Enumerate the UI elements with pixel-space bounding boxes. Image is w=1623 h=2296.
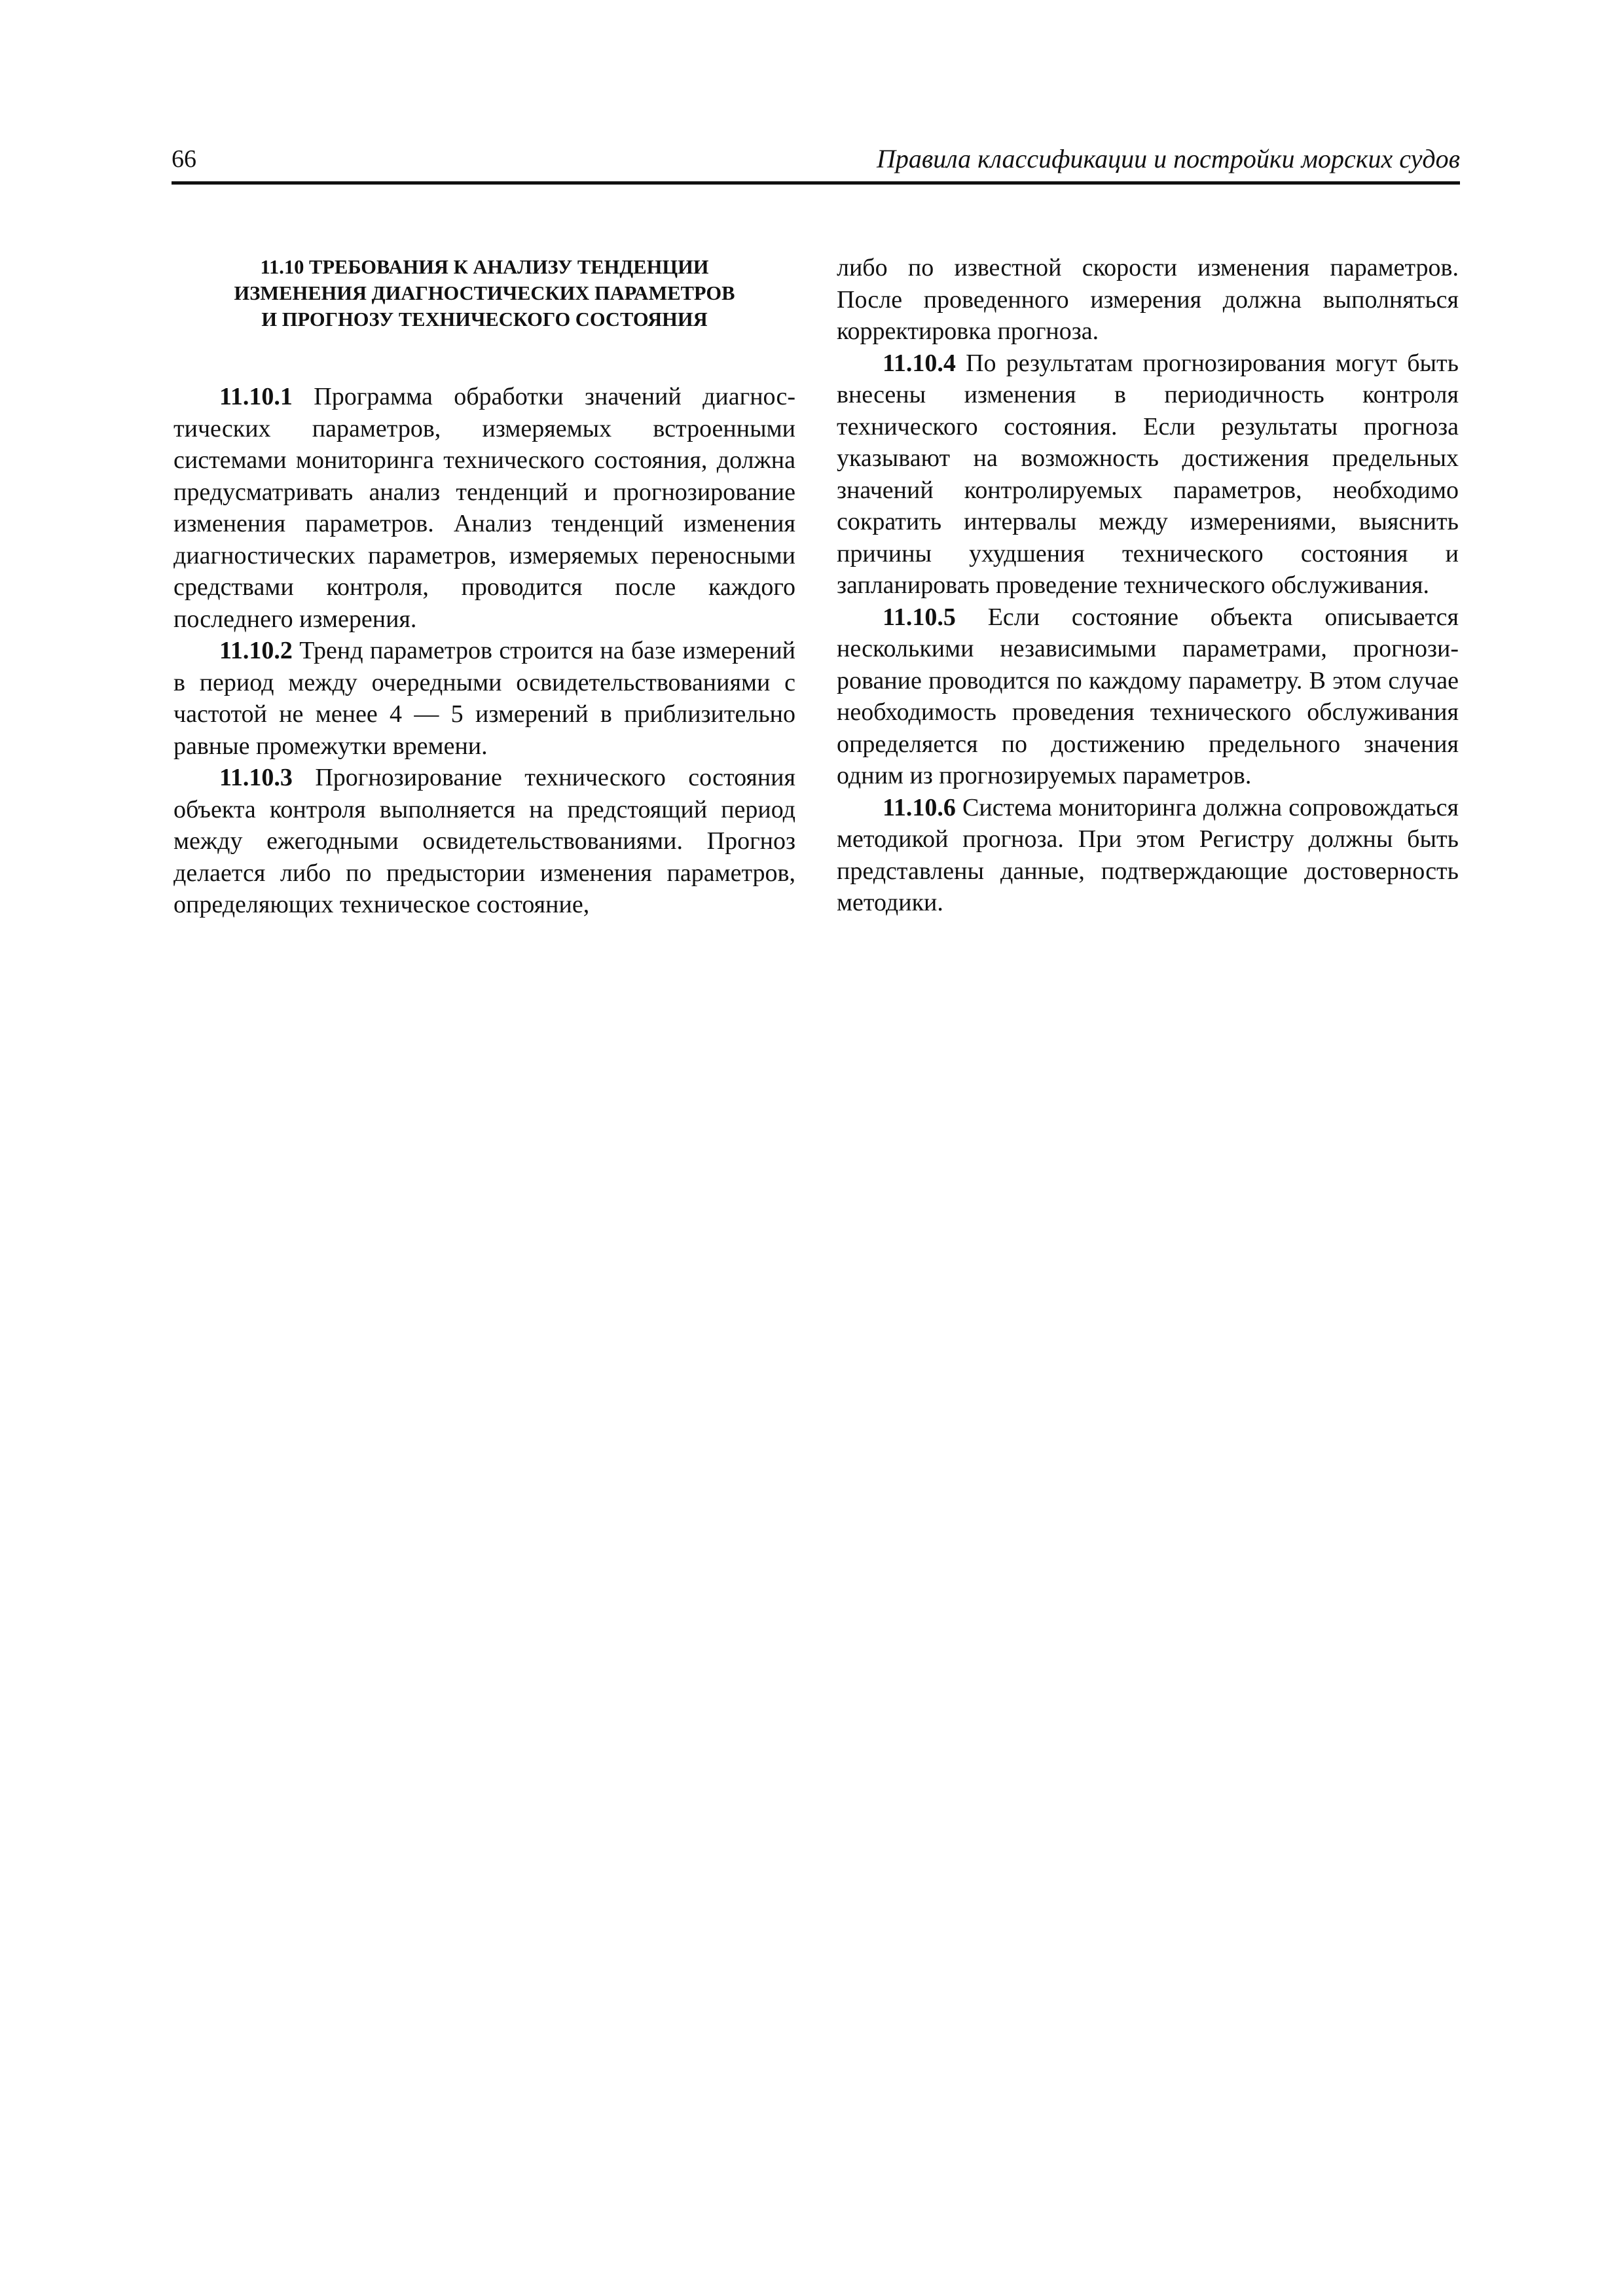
clause-text: Прогнозирование технического состояния объекта контроля выполняется на предстоящий период между ежегодными освидетельствованиями. Прогноз делается либо по предыстории изменения параметров, определяющих техническое состояние, xyxy=(173,764,795,918)
clause-text: Если состояние объекта описывается несколькими независимыми параметрами, прогнозирование проводится по каждому параметру. В этом случае необходимость проведения технического обслуживания определяется по достижению предельного значения одним из прогнозируемых параметров. xyxy=(837,603,1459,789)
clause-paragraph xyxy=(837,792,1459,919)
page-number: 66 xyxy=(172,145,196,173)
clause-number: 11.10.2 xyxy=(219,637,293,664)
clause-paragraph xyxy=(173,635,795,762)
heading-spacer xyxy=(173,332,795,381)
section-heading-line: ИЗМЕНЕНИЯ ДИАГНОСТИЧЕСКИХ ПАРАМЕТРОВ xyxy=(234,282,735,304)
running-header xyxy=(172,141,1460,185)
clause-paragraph-continued xyxy=(837,252,1459,348)
section-heading-line: И ПРОГНОЗУ ТЕХНИЧЕСКОГО СОСТОЯНИЯ xyxy=(261,308,708,331)
left-column xyxy=(173,252,795,921)
running-title: Правила классификации и постройки морских судов xyxy=(876,144,1460,173)
section-heading-line: 11.10 ТРЕБОВАНИЯ К АНАЛИЗУ ТЕНДЕНЦИИ xyxy=(260,256,709,278)
clause-number: 11.10.4 xyxy=(883,349,956,377)
right-column xyxy=(837,252,1459,919)
clause-text: Тренд параметров строится на базе измерений в период между очередными освидетельствованиями с частотой не менее 4 — 5 измерений в приблизительно равные промежутки времени. xyxy=(173,637,795,760)
clause-number: 11.10.3 xyxy=(219,764,293,791)
clause-text: либо по известной скорости изменения параметров. После проведенного измерения должна выполняться корректировка прогноза. xyxy=(837,254,1459,345)
clause-paragraph xyxy=(837,348,1459,601)
clause-text: По результатам прогнозирования могут быть внесены изменения в периодичность контроля технического состояния. Если результаты прогноза указывают на возможность достижения предельных значений контролируемых параметров, необходимо сократить интервалы между измерениями, выяснить причины ухудшения технического состояния и запланировать проведение технического обслуживания. xyxy=(837,349,1459,599)
clause-paragraph xyxy=(173,762,795,921)
clause-paragraph xyxy=(837,601,1459,792)
section-heading xyxy=(192,254,777,332)
clause-text: Программа обработки значений диагностических параметров, измеряемых встроенными системами мониторинга технического состояния, должна предусматривать анализ тенденций и прогнозирование изменения параметров. Анализ тенденций изменения диагностических параметров, измеряемых переносными средствами контроля, проводится после каждого последнего измерения. xyxy=(173,383,795,633)
clause-text: Система мониторинга должна сопровождаться методикой прогноза. При этом Регистру должны быть представлены данные, подтверждающие достоверность методики. xyxy=(837,793,1459,916)
clause-number: 11.10.5 xyxy=(883,603,956,631)
clause-paragraph xyxy=(173,381,795,635)
clause-number: 11.10.1 xyxy=(219,383,293,410)
clause-number: 11.10.6 xyxy=(883,793,956,821)
